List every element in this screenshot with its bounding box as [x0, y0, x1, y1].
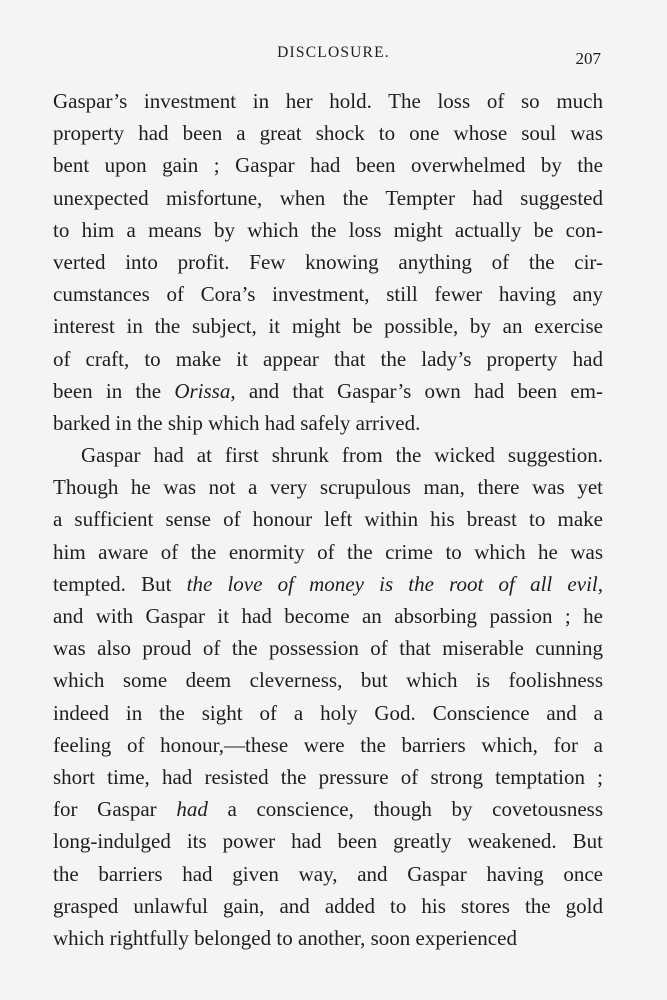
text-line [53, 632, 603, 664]
text-line [53, 407, 603, 439]
text-segment: which some deem cleverness, but which is foolishness [53, 668, 603, 693]
text-segment: to him a means by which the loss might actually be con- [53, 217, 603, 242]
body-text [53, 85, 603, 954]
text-segment: a sufficient sense of honour left within his breast to make [53, 507, 603, 532]
text-line [53, 858, 603, 890]
text-line [53, 214, 603, 246]
text-line [53, 697, 603, 729]
text-segment: a conscience, though by covetousness [207, 797, 603, 822]
text-line [53, 182, 603, 214]
text-line [53, 278, 603, 310]
text-line [53, 439, 603, 471]
text-segment: been in the [53, 378, 175, 403]
text-segment: Gaspar’s investment in her hold. The loss of so much [53, 89, 603, 113]
text-segment: property had been a great shock to one whose soul was [53, 121, 603, 146]
text-line [53, 343, 603, 375]
text-segment: him aware of the enormity of the crime to which he was [53, 539, 603, 564]
page-number: 207 [575, 49, 601, 68]
text-line [53, 600, 603, 632]
text-segment: of craft, to make it appear that the lady’s property had [53, 346, 603, 371]
text-segment: long-indulged its power had been greatly weakened. But [53, 829, 603, 854]
text-segment: indeed in the sight of a holy God. Conscience and a [53, 700, 603, 725]
text-line [53, 568, 603, 600]
text-segment: for Gaspar [53, 797, 177, 822]
text-line [53, 149, 603, 181]
text-line [53, 503, 603, 535]
text-segment: , and that Gaspar’s own had been em- [230, 378, 603, 403]
text-line [53, 922, 603, 954]
text-segment: barked in the ship which had safely arrived. [53, 410, 421, 435]
text-line [53, 85, 603, 117]
text-segment: Gaspar had at first shrunk from the wicked suggestion. [81, 443, 603, 468]
text-line [53, 761, 603, 793]
italic-text: Orissa [174, 378, 231, 403]
text-segment: Though he was not a very scrupulous man, there was yet [53, 475, 603, 500]
text-line [53, 536, 603, 568]
text-segment: bent upon gain ; Gaspar had been overwhelmed by the [53, 153, 603, 178]
text-segment: verted into profit. Few knowing anything of the cir- [53, 249, 603, 274]
text-line [53, 793, 603, 825]
text-line [53, 825, 603, 857]
text-line [53, 375, 603, 407]
text-line [53, 310, 603, 342]
text-line [53, 246, 603, 278]
text-segment: and with Gaspar it had become an absorbing passion ; he [53, 604, 603, 628]
text-line [53, 664, 603, 696]
text-segment: was also proud of the possession of that miserable cunning [53, 636, 603, 661]
text-segment: cumstances of Cora’s investment, still fewer having any [53, 282, 603, 307]
text-line [53, 729, 603, 761]
text-segment: feeling of honour,—these were the barriers which, for a [53, 732, 603, 757]
text-segment: which rightfully belonged to another, soon experienced [53, 925, 517, 950]
text-segment: interest in the subject, it might be possible, by an exercise [53, 314, 603, 339]
text-line [53, 117, 603, 149]
italic-text: the love of money is the root of all evil, [186, 571, 603, 596]
chapter-title: DISCLOSURE. [277, 44, 390, 61]
running-head [0, 44, 667, 68]
text-segment: grasped unlawful gain, and added to his stores the gold [53, 893, 603, 918]
text-segment: the barriers had given way, and Gaspar having once [53, 861, 603, 886]
text-segment: short time, had resisted the pressure of strong temptation ; [53, 764, 603, 789]
text-line [53, 471, 603, 503]
text-segment: unexpected misfortune, when the Tempter had suggested [53, 185, 603, 210]
text-segment: tempted. But [53, 571, 187, 596]
italic-text: had [176, 797, 208, 822]
text-line [53, 890, 603, 922]
